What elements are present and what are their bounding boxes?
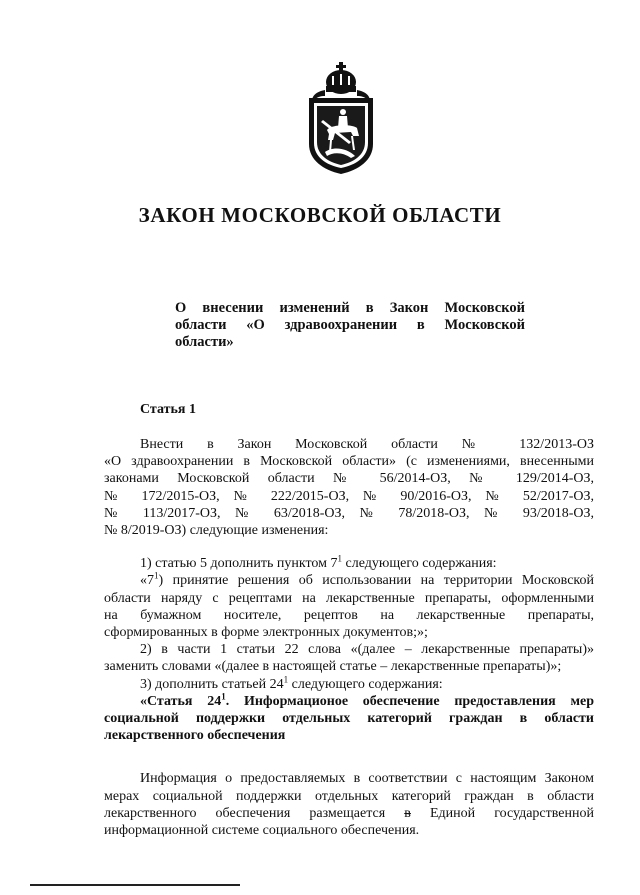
item-2-line: заменить словами «(далее в настоящей статье – лекарственные препараты)»; <box>104 659 562 675</box>
info-paragraph-line: Информация о предоставляемых в соответствии с настоящим Законом <box>140 771 594 787</box>
item-1-quote-line: сформированных в форме электронных документов;»; <box>104 625 428 641</box>
intro-line: «О здравоохранении в Московской области» (с изменениями, внесенными <box>104 454 594 470</box>
article-body <box>104 436 594 839</box>
info-paragraph-line: лекарственного обеспечения размещается в Единой государственной <box>104 805 594 821</box>
item-2-line: 2) в части 1 статьи 22 слова «(далее – лекарственные препараты)» <box>140 642 594 658</box>
intro-line: № 113/2017-ОЗ, № 63/2018-ОЗ, № 78/2018-ОЗ, № 93/2018-ОЗ, <box>104 505 594 521</box>
document-title: ЗАКОН МОСКОВСКОЙ ОБЛАСТИ <box>138 203 502 227</box>
new-article-heading-line: социальной поддержки отдельных категорий граждан в области <box>104 711 594 727</box>
intro-line: законами Московской области № 56/2014-ОЗ, № 129/2014-ОЗ, <box>104 471 594 487</box>
info-paragraph-line: мерах социальной поддержки отдельных категорий граждан в области <box>104 788 594 804</box>
intro-line: Внести в Закон Московской области № 132/2013-ОЗ <box>140 437 594 452</box>
info-paragraph-line: информационной системе социального обеспечения. <box>104 823 420 839</box>
intro-line: № 172/2015-ОЗ, № 222/2015-ОЗ, № 90/2016-ОЗ, № 52/2017-ОЗ, <box>104 488 594 504</box>
new-article-heading: «Статья $24^1$. Информационое обеспечение предоставления мер <box>140 691 594 709</box>
subject-line: области «О здравоохранении в Московской <box>175 317 525 333</box>
footer-rule <box>30 884 240 886</box>
item-1-quote-line: области наряду с рецептами на лекарственные препараты, оформленными <box>104 590 594 606</box>
struck-word: в <box>404 805 411 821</box>
item-1-quote-line: на бумажном носителе, рецептов на лекарственные препараты, <box>104 607 594 623</box>
subject-line: О внесении изменений в Закон Московской <box>175 300 525 316</box>
item-3-lead: 3) дополнить статьей $24^1$ следующего содержания: <box>140 673 443 692</box>
coat-of-arms-icon <box>303 60 379 176</box>
subject-line: области» <box>175 334 234 350</box>
law-subject <box>175 300 525 351</box>
intro-line: № 8/2019-ОЗ) следующие изменения: <box>104 523 329 539</box>
article-heading: Статья 1 <box>140 402 196 417</box>
item-1-quote-line: «$7^1$) принятие решения об использовании на территории Московской <box>140 570 594 589</box>
new-article-heading-line: лекарственного обеспечения <box>104 728 286 744</box>
item-1-lead: 1) статью 5 дополнить пунктом $7^1$ следующего содержания: <box>140 553 497 572</box>
